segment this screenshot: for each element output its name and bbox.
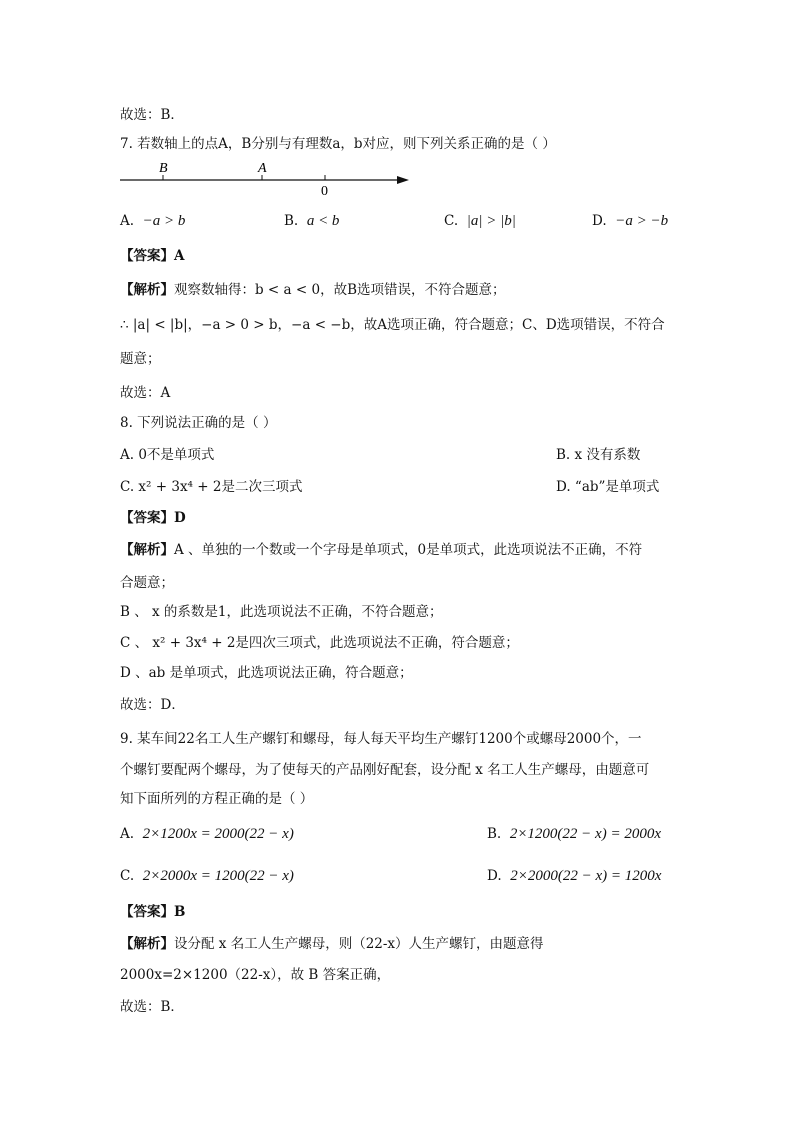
q8-analysis-label: 【解析】	[120, 542, 174, 558]
q7-option-a	[120, 212, 185, 230]
q9-option-a-expr: 2×1200x = 2000(22 − x)	[142, 826, 294, 842]
q8-stem: 8. 下列说法正确的是（ ）	[120, 415, 277, 431]
q8-option-d: D. “ab”是单项式	[556, 479, 660, 495]
q9-stem-3: 知下面所列的方程正确的是（ ）	[120, 791, 314, 807]
q7-option-d-expr: −a > −b	[615, 213, 669, 229]
label-a: A	[258, 161, 267, 176]
q9-option-a	[120, 825, 294, 843]
q7-analysis-text-1: 观察数轴得：b < a < 0，故B选项错误，不符合题意；	[174, 282, 506, 298]
q7-option-c-letter: C.	[444, 213, 459, 229]
q7-option-b-expr: a < b	[306, 213, 340, 229]
q8-answer: 【答案】D	[120, 510, 186, 526]
q9-stem-1: 9. 某车间22名工人生产螺钉和螺母，每人每天平均生产螺钉1200个或螺母2000个，一	[120, 731, 642, 747]
q7-analysis-3: 题意；	[120, 351, 161, 367]
q7-option-d	[592, 212, 668, 230]
number-line	[115, 158, 415, 198]
q7-analysis-1	[120, 281, 506, 299]
q7-choice: 故选：A	[120, 385, 171, 401]
q9-option-c-expr: 2×2000x = 1200(22 − x)	[142, 868, 294, 884]
q7-option-d-letter: D.	[592, 213, 607, 229]
q8-analysis-3: B 、 x 的系数是1，此选项说法不正确，不符合题意；	[120, 604, 443, 620]
q6-choice: 故选：B．	[120, 107, 184, 123]
q7-option-b-letter: B.	[284, 213, 299, 229]
q8-analysis-2: 合题意；	[120, 575, 174, 591]
label-b: B	[159, 161, 168, 176]
q9-analysis-1	[120, 935, 544, 953]
q7-option-c-expr: |a| > |b|	[466, 213, 516, 229]
q8-analysis-text-1: A 、单独的一个数或一个字母是单项式，0是单项式，此选项说法不正确，不符	[174, 542, 643, 558]
q7-option-a-expr: −a > b	[142, 213, 186, 229]
q8-choice: 故选：D．	[120, 697, 185, 713]
q9-option-b	[487, 825, 661, 843]
q9-analysis-label: 【解析】	[120, 936, 174, 952]
q9-option-c-letter: C.	[120, 868, 135, 884]
q9-option-a-letter: A.	[120, 826, 135, 842]
q7-analysis-2: ∴ |a| < |b|，−a > 0 > b，−a < −b，故A选项正确，符合题意；C、D选项错误，不符合	[120, 317, 665, 333]
q8-option-a: A. 0不是单项式	[120, 447, 215, 463]
q8-option-b: B. x 没有系数	[556, 447, 641, 463]
q7-option-b	[284, 212, 339, 230]
number-line-arrow	[397, 176, 409, 184]
q9-option-d-letter: D.	[487, 868, 502, 884]
q8-analysis-4: C 、 x² + 3x⁴ + 2是四次三项式，此选项说法不正确，符合题意；	[120, 635, 519, 651]
q9-analysis-2: 2000x=2×1200（22-x），故 B 答案正确，	[120, 967, 391, 983]
q7-option-c	[444, 212, 516, 230]
q9-option-d-expr: 2×2000(22 − x) = 1200x	[510, 868, 662, 884]
q9-stem-2: 个螺钉要配两个螺母，为了使每天的产品刚好配套，设分配 x 名工人生产螺母，由题意可	[120, 762, 650, 778]
q9-analysis-text-1: 设分配 x 名工人生产螺母，则（22-x）人生产螺钉，由题意得	[174, 936, 544, 952]
q9-option-b-letter: B.	[487, 826, 502, 842]
q9-option-b-expr: 2×1200(22 − x) = 2000x	[509, 826, 661, 842]
q9-option-c	[120, 867, 294, 885]
q7-option-a-letter: A.	[120, 213, 135, 229]
q9-choice: 故选：B．	[120, 999, 184, 1015]
q8-analysis-5: D 、ab 是单项式，此选项说法正确，符合题意；	[120, 665, 413, 681]
q9-option-d	[487, 867, 661, 885]
q8-option-c: C. x² + 3x⁴ + 2是二次三项式	[120, 479, 303, 495]
label-zero: 0	[321, 184, 328, 198]
q7-stem: 7. 若数轴上的点A，B分别与有理数a，b对应，则下列关系正确的是（ ）	[120, 136, 556, 152]
q8-analysis-1	[120, 541, 642, 559]
q9-answer: 【答案】B	[120, 904, 186, 920]
q7-analysis-label: 【解析】	[120, 282, 174, 298]
q7-answer: 【答案】A	[120, 248, 185, 264]
